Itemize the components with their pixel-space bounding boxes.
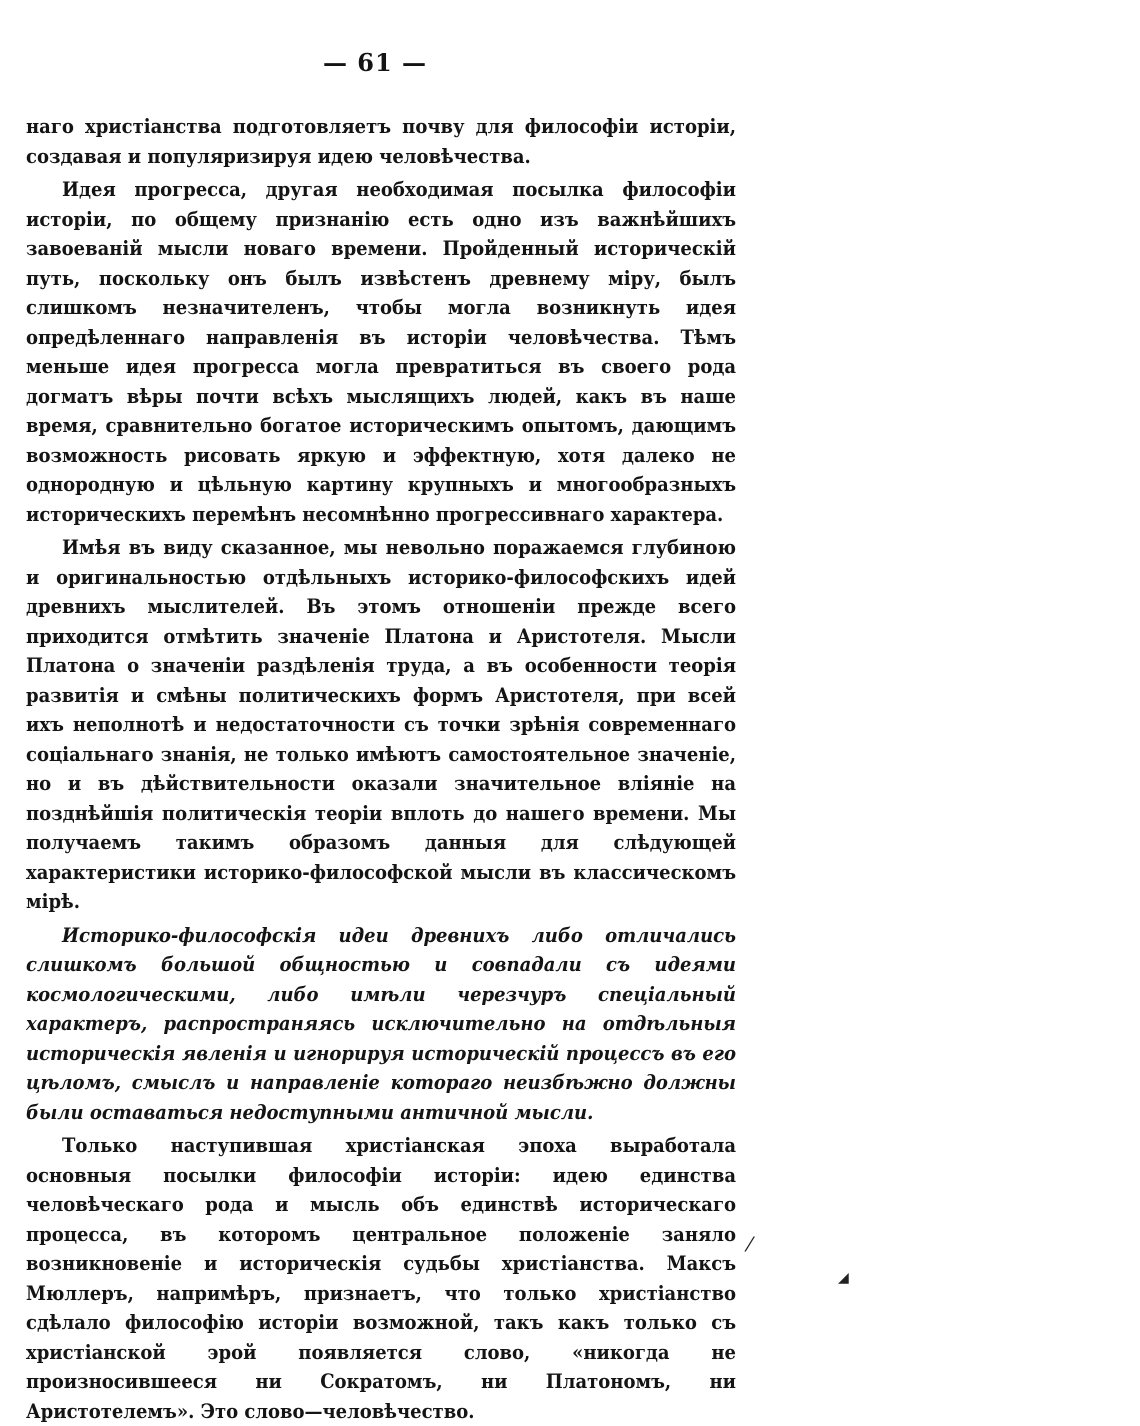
body-text [26,112,736,1426]
ink-blot: ◢ [838,1270,849,1286]
paragraph-italic-summary: Историко-философскія идеи древнихъ либо отличались слишкомъ большой общностью и совпадали съ идеями космологическими, либо имѣли черезчуръ спеціальный характеръ, распространяясь исключительно на отдѣльныя историческія явленія и игнорируя историческій процессъ въ его цѣломъ, смыслъ и направленіе котораго неизбѣжно должны были оставаться недоступными античной мысли. [26,922,736,1124]
margin-pencil-mark: ⁄ [748,1232,752,1256]
page-number: — 61 — [322,48,428,77]
paragraph-progress-idea: Идея прогресса, другая необходимая посылка философіи исторіи, по общему признанію есть одно изъ важнѣйшихъ завоеваній мысли новаго времени. Пройденный историческій путь, поскольку онъ былъ извѣстенъ древнему міру, былъ слишкомъ незначителенъ, чтобы могла возникнуть идея опредѣленнаго направленія въ исторіи человѣчества. Тѣмъ меньше идея прогресса могла превратиться въ своего рода догматъ вѣры почти всѣхъ мыслящихъ людей, какъ въ наше время, сравнительно богатое историческимъ опытомъ, дающимъ возможность рисовать яркую и эффектную, хотя далеко не однородную и цѣльную картину крупныхъ и многообразныхъ историческихъ перемѣнъ несомнѣнно прогрессивнаго характера. [26,177,736,526]
paragraph-continuation: наго христіанства подготовляетъ почву для философіи исторіи, создавая и популяризируя идею человѣчества. [26,114,736,168]
paragraph-plato-aristotle: Имѣя въ виду сказанное, мы невольно поражаемся глубиною и оригинальностью отдѣльныхъ историко-философскихъ идей древнихъ мыслителей. Въ этомъ отношеніи прежде всего приходится отмѣтить значеніе Платона и Аристотеля. Мысли Платона о значеніи раздѣленія труда, а въ особенности теорія развитія и смѣны политическихъ формъ Аристотеля, при всей ихъ неполнотѣ и недостаточности съ точки зрѣнія современнаго соціальнаго знанія, не только имѣютъ самостоятельное значеніе, но и въ дѣйствительности оказали значительное вліяніе на позднѣйшія политическія теоріи вплоть до нашего времени. Мы получаемъ такимъ образомъ данныя для слѣдующей характеристики историко-философской мысли въ классическомъ мірѣ. [26,535,736,913]
paragraph-christian-era: Только наступившая христіанская эпоха выработала основныя посылки философіи исторіи: идею единства человѣческаго рода и мысль объ единствѣ историческаго процесса, въ которомъ центральное положеніе заняло возникновеніе и историческія судьбы христіанства. Максъ Мюллеръ, напримѣръ, признаетъ, что только христіанство сдѣлало философію исторіи возможной, такъ какъ только съ христіанской эрой появляется слово, «никогда не произносившееся ни Сократомъ, ни Платономъ, ни Аристотелемъ». Это слово—человѣчество. [26,1133,736,1423]
